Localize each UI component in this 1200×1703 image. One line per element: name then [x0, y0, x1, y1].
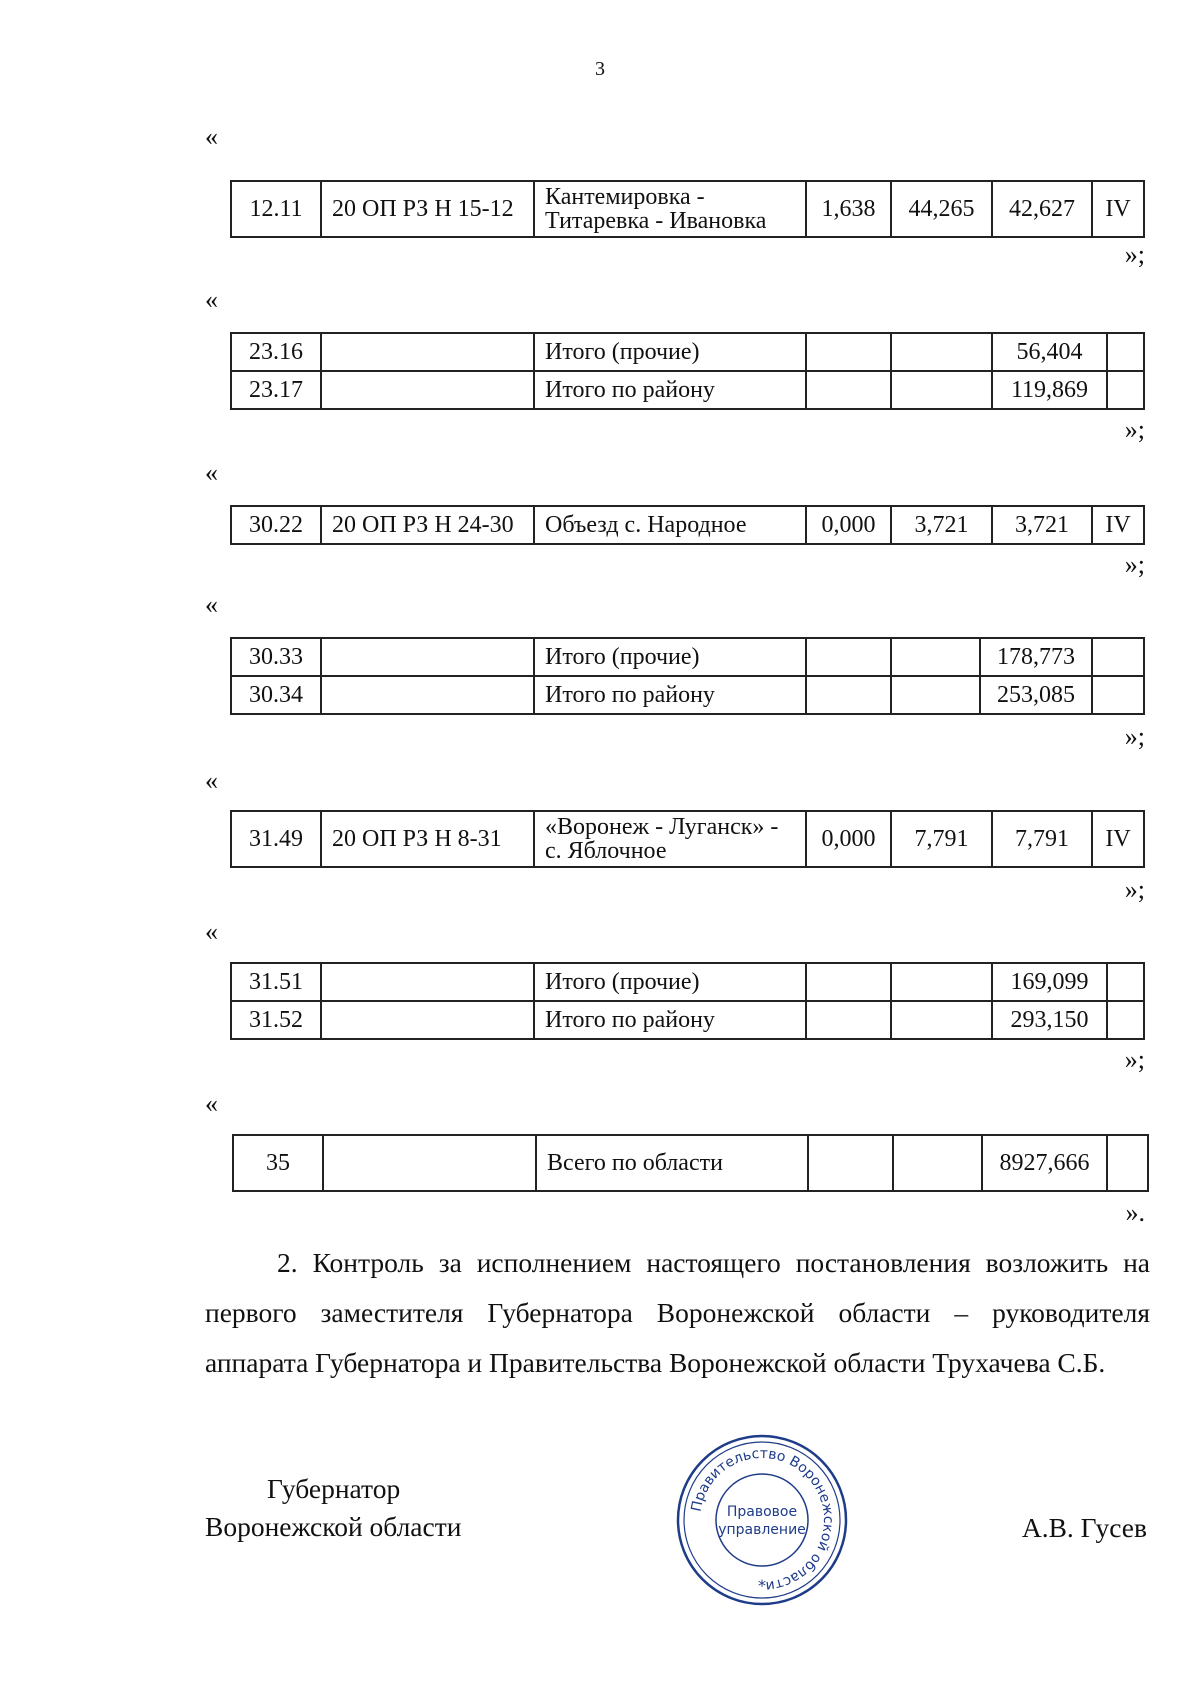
- km-end: [891, 333, 992, 371]
- closing-quote: ».: [1125, 1198, 1145, 1227]
- closing-quote: »;: [1124, 415, 1145, 444]
- road-name: Итого по району: [534, 676, 806, 714]
- row-number: 31.49: [231, 811, 321, 867]
- road-category: [1107, 1135, 1148, 1191]
- road-category: IV: [1092, 181, 1144, 237]
- road-category: IV: [1092, 811, 1144, 867]
- table-row: [231, 181, 1144, 237]
- opening-quote: «: [205, 122, 218, 151]
- signatory-title-line1: Губернатор: [267, 1473, 401, 1504]
- road-name: «Воронеж - Луганск» - с. Яблочное: [534, 811, 806, 867]
- row-number: 31.51: [231, 963, 321, 1001]
- table-row: [231, 811, 1144, 867]
- km-end: [891, 963, 992, 1001]
- km-start: 0,000: [806, 506, 891, 544]
- km-end: [891, 1001, 992, 1039]
- km-end: [891, 676, 980, 714]
- length: 178,773: [980, 638, 1092, 676]
- opening-quote: «: [205, 917, 218, 946]
- row-number: 31.52: [231, 1001, 321, 1039]
- length: 253,085: [980, 676, 1092, 714]
- road-category: [1107, 1001, 1144, 1039]
- road-id: [323, 1135, 536, 1191]
- closing-quote: »;: [1124, 722, 1145, 751]
- road-name: Всего по области: [536, 1135, 808, 1191]
- table-fragment: [230, 180, 1145, 238]
- table-fragment: [230, 505, 1145, 545]
- length: 56,404: [992, 333, 1107, 371]
- stamp-ring-text: Правительство Воронежской области: [688, 1445, 837, 1594]
- table-row: [231, 371, 1144, 409]
- table-fragment: [230, 810, 1145, 868]
- table-row: [231, 506, 1144, 544]
- road-name: Итого по району: [534, 371, 806, 409]
- road-id: [321, 638, 534, 676]
- road-id: [321, 333, 534, 371]
- road-category: [1092, 676, 1144, 714]
- table-row: [231, 333, 1144, 371]
- row-number: 35: [233, 1135, 323, 1191]
- road-id: 20 ОП РЗ Н 15-12: [321, 181, 534, 237]
- stamp-inner-ring: [684, 1442, 840, 1598]
- road-name: Итого (прочие): [534, 333, 806, 371]
- road-category: [1092, 638, 1144, 676]
- row-number: 30.34: [231, 676, 321, 714]
- table-row: [231, 963, 1144, 1001]
- row-number: 30.33: [231, 638, 321, 676]
- road-category: [1107, 333, 1144, 371]
- road-name: Итого (прочие): [534, 638, 806, 676]
- signatory-title-line2: Воронежской области: [205, 1511, 462, 1542]
- km-start: [806, 676, 891, 714]
- closing-quote: »;: [1124, 875, 1145, 904]
- km-end: [891, 638, 980, 676]
- row-number: 12.11: [231, 181, 321, 237]
- official-stamp: [672, 1430, 852, 1610]
- stamp-star: *: [758, 1576, 766, 1595]
- length: 42,627: [992, 181, 1092, 237]
- closing-quote: »;: [1124, 1045, 1145, 1074]
- control-paragraph: [205, 1238, 1150, 1388]
- km-end: [891, 371, 992, 409]
- km-start: [808, 1135, 893, 1191]
- km-start: 1,638: [806, 181, 891, 237]
- length: 7,791: [992, 811, 1092, 867]
- km-start: [806, 333, 891, 371]
- length: 3,721: [992, 506, 1092, 544]
- road-category: [1107, 963, 1144, 1001]
- length: 8927,666: [982, 1135, 1107, 1191]
- opening-quote: «: [205, 285, 218, 314]
- road-name: Объезд с. Народное: [534, 506, 806, 544]
- paragraph-text: 2. Контроль за исполнением настоящего постановления возложить на первого заместителя Губернатора Воронежской области – руководителя аппарата Губернатора и Правительства Воронежской области Трухачева С.Б.: [205, 1247, 1150, 1378]
- road-id: 20 ОП РЗ Н 24-30: [321, 506, 534, 544]
- km-end: 7,791: [891, 811, 992, 867]
- table-fragment: [230, 962, 1145, 1040]
- table-row: [231, 676, 1144, 714]
- table-row: [233, 1135, 1148, 1191]
- road-name: Итого (прочие): [534, 963, 806, 1001]
- table-fragment: [230, 332, 1145, 410]
- km-start: [806, 371, 891, 409]
- stamp-center-ring: [716, 1474, 808, 1566]
- road-category: [1107, 371, 1144, 409]
- km-end: 3,721: [891, 506, 992, 544]
- road-name: Итого по району: [534, 1001, 806, 1039]
- km-start: [806, 1001, 891, 1039]
- road-id: [321, 371, 534, 409]
- km-end: [893, 1135, 982, 1191]
- road-id: [321, 963, 534, 1001]
- road-id: [321, 676, 534, 714]
- closing-quote: »;: [1124, 240, 1145, 269]
- table-fragment: [232, 1134, 1149, 1192]
- km-end: 44,265: [891, 181, 992, 237]
- opening-quote: «: [205, 458, 218, 487]
- table-row: [231, 1001, 1144, 1039]
- opening-quote: «: [205, 590, 218, 619]
- km-start: [806, 638, 891, 676]
- road-id: [321, 1001, 534, 1039]
- row-number: 23.16: [231, 333, 321, 371]
- table-fragment: [230, 637, 1145, 715]
- opening-quote: «: [205, 1089, 218, 1118]
- length: 169,099: [992, 963, 1107, 1001]
- km-start: [806, 963, 891, 1001]
- road-id: 20 ОП РЗ Н 8-31: [321, 811, 534, 867]
- length: 119,869: [992, 371, 1107, 409]
- stamp-center-line1: Правовое: [726, 1504, 798, 1520]
- signatory-title: [205, 1470, 461, 1546]
- opening-quote: «: [205, 766, 218, 795]
- closing-quote: »;: [1124, 550, 1145, 579]
- length: 293,150: [992, 1001, 1107, 1039]
- signatory-name: А.В. Гусев: [1021, 1512, 1147, 1543]
- stamp-center-line2: управление: [718, 1522, 806, 1538]
- row-number: 30.22: [231, 506, 321, 544]
- km-start: 0,000: [806, 811, 891, 867]
- table-row: [231, 638, 1144, 676]
- road-category: IV: [1092, 506, 1144, 544]
- road-name: Кантемировка - Титаревка - Ивановка: [534, 181, 806, 237]
- row-number: 23.17: [231, 371, 321, 409]
- page-number: 3: [595, 58, 605, 80]
